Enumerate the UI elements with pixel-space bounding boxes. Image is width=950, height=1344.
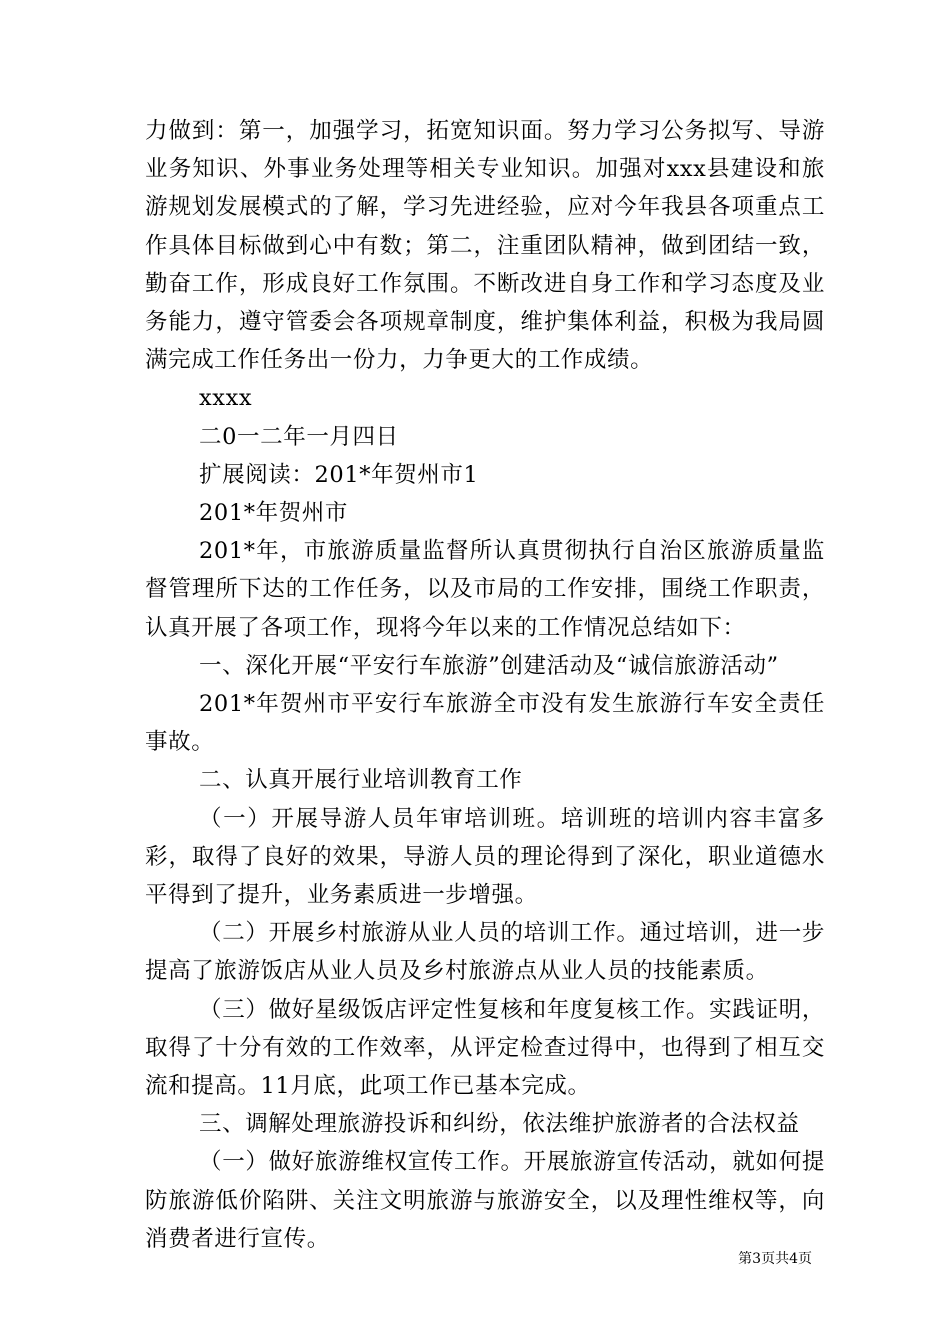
section-heading-1: 一、深化开展“平安行车旅游”创建活动及“诚信旅游活动” xyxy=(199,652,779,679)
paragraph-section-1: 201*年贺州市平安行车旅游全市没有发生旅游行车安全责任事故。 xyxy=(145,691,825,756)
extended-reading-heading: 扩展阅读：201*年贺州市1 xyxy=(199,461,479,488)
page-number: 第3页共4页 xyxy=(738,1251,812,1267)
signature-date: 二0一二年一月四日 xyxy=(199,423,399,450)
paragraph-2-3: （三）做好星级饭店评定性复核和年度复核工作。实践证明，取得了十分有效的工作效率，从评定检查过得中，也得到了相互交流和提高。11月底，此项工作已基本完成。 xyxy=(145,996,825,1100)
document-subtitle: 201*年贺州市 xyxy=(199,500,348,527)
signature-name: xxxx xyxy=(199,385,253,412)
paragraph-2-2: （二）开展乡村旅游从业人员的培训工作。通过培训，进一步提高了旅游饭店从业人员及乡村旅游点从业人员的技能素质。 xyxy=(145,920,825,985)
paragraph-continuation: 力做到：第一，加强学习，拓宽知识面。努力学习公务拟写、导游业务知识、外事业务处理等相关专业知识。加强对xxx县建设和旅游规划发展模式的了解，学习先进经验，应对今年我县各项重点工作具体目标做到心中有数；第二，注重团队精神，做到团结一致，勤奋工作，形成良好工作氛围。不断改进自身工作和学习态度及业务能力，遵守管委会各项规章制度，维护集体利益，积极为我局圆满完成工作任务出一份力，力争更大的工作成绩。 xyxy=(145,118,825,374)
paragraph-intro: 201*年，市旅游质量监督所认真贯彻执行自治区旅游质量监督管理所下达的工作任务，以及市局的工作安排，围绕工作职责，认真开展了各项工作，现将今年以来的工作情况总结如下： xyxy=(145,538,825,641)
section-heading-2: 二、认真开展行业培训教育工作 xyxy=(199,767,523,794)
document-body xyxy=(145,112,825,1258)
section-heading-3: 三、调解处理旅游投诉和纠纷，依法维护旅游者的合法权益 xyxy=(199,1111,800,1138)
paragraph-3-1: （一）做好旅游维权宣传工作。开展旅游宣传活动，就如何提防旅游低价陷阱、关注文明旅游与旅游安全，以及理性维权等，向消费者进行宣传。 xyxy=(145,1149,825,1252)
paragraph-2-1: （一）开展导游人员年审培训班。培训班的培训内容丰富多彩，取得了良好的效果，导游人员的理论得到了深化，职业道德水平得到了提升，业务素质进一步增强。 xyxy=(145,805,825,909)
